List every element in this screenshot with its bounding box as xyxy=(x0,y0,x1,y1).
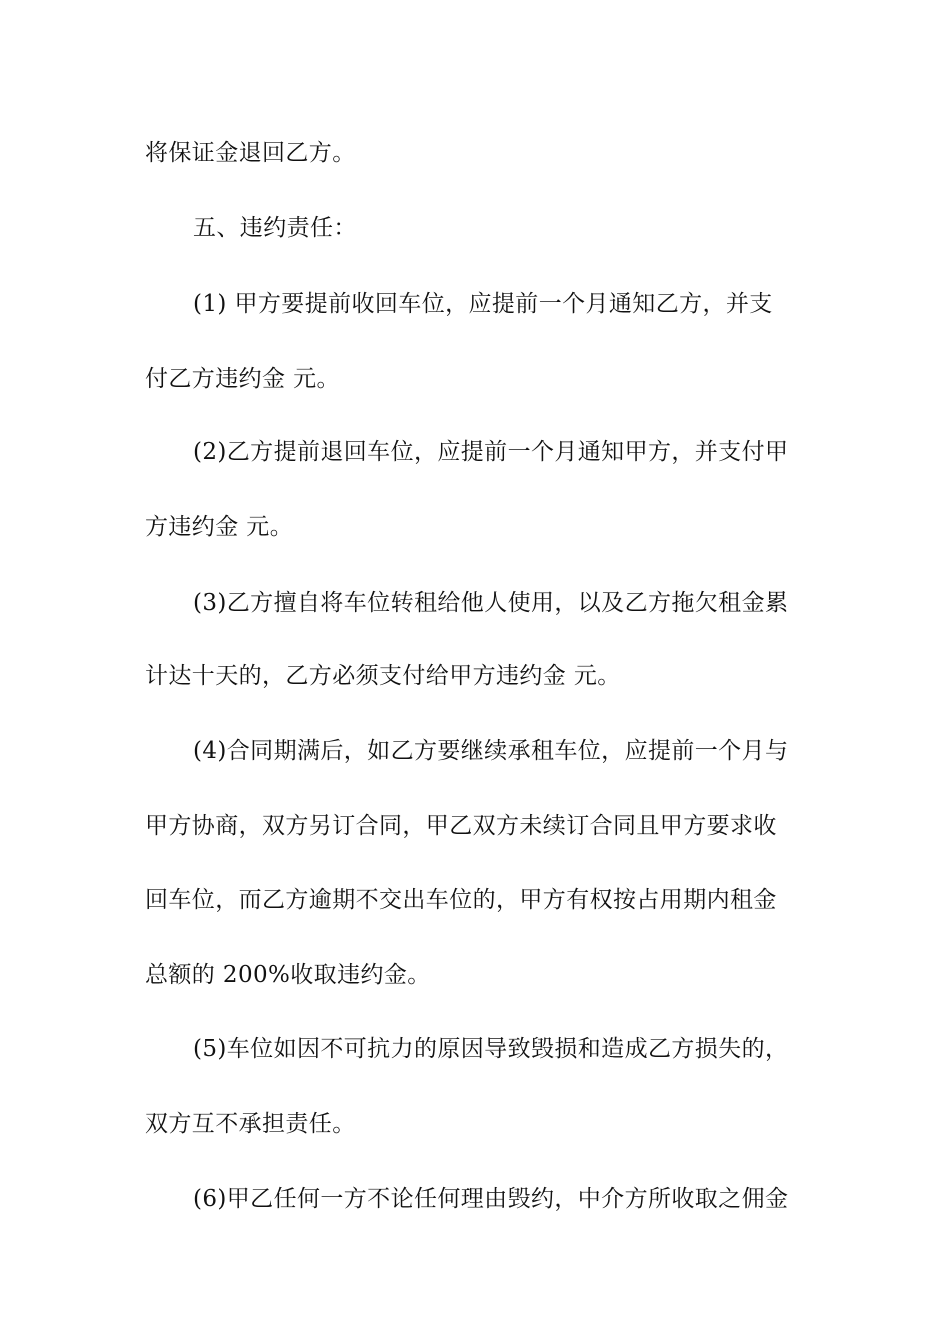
clause-1-line-1: (1) 甲方要提前收回车位，应提前一个月通知乙方，并支 xyxy=(193,291,773,317)
clause-4-line-1: (4)合同期满后，如乙方要继续承租车位，应提前一个月与 xyxy=(193,738,789,764)
clause-4-line-4: 总额的 200%收取违约金。 xyxy=(145,962,431,988)
clause-5-line-2: 双方互不承担责任。 xyxy=(145,1111,356,1137)
section-heading: 五、违约责任： xyxy=(193,215,357,241)
clause-5-line-1: (5)车位如因不可抗力的原因导致毁损和造成乙方损失的， xyxy=(193,1036,789,1062)
clause-4-line-2: 甲方协商，双方另订合同，甲乙双方未续订合同且甲方要求收 xyxy=(145,813,777,839)
clause-2-line-2: 方违约金 元。 xyxy=(145,514,294,540)
clause-3-line-2: 计达十天的，乙方必须支付给甲方违约金 元。 xyxy=(145,663,621,689)
clause-4-line-3: 回车位，而乙方逾期不交出车位的，甲方有权按占用期内租金 xyxy=(145,887,777,913)
paragraph-line: 将保证金退回乙方。 xyxy=(145,140,356,166)
clause-6-line-1: (6)甲乙任何一方不论任何理由毁约，中介方所收取之佣金 xyxy=(193,1186,789,1212)
clause-2-line-1: (2)乙方提前退回车位，应提前一个月通知甲方，并支付甲 xyxy=(193,439,789,465)
clause-1-line-2: 付乙方违约金 元。 xyxy=(145,366,340,392)
clause-3-line-1: (3)乙方擅自将车位转租给他人使用，以及乙方拖欠租金累 xyxy=(193,590,789,616)
